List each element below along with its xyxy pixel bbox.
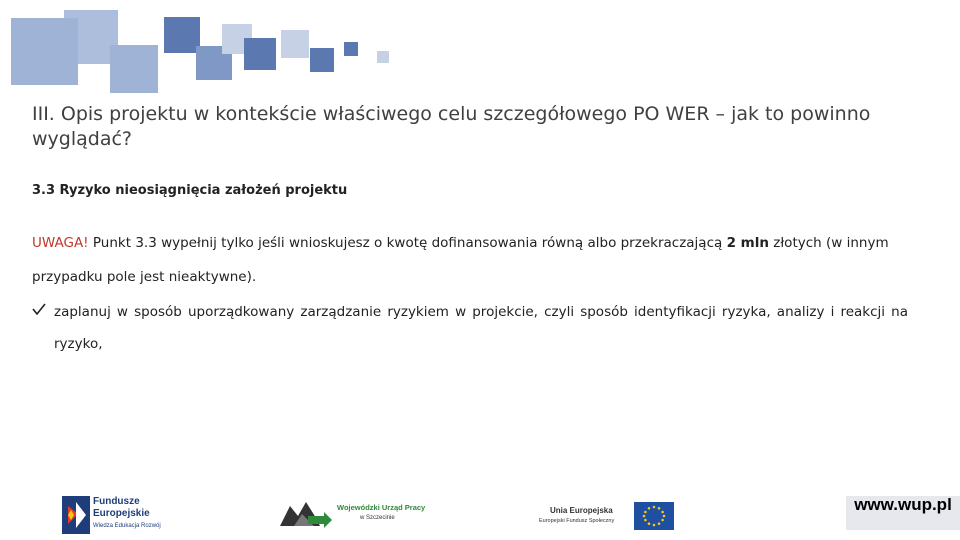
deco-square (377, 51, 389, 63)
footer-logos (0, 490, 960, 540)
fe-line1: Fundusze (93, 496, 140, 507)
warning-text-after: złotych (w innym przypadku pole jest nieaktywne). (32, 235, 889, 285)
deco-square (164, 17, 200, 53)
website-url[interactable]: www.wup.pl (846, 496, 960, 530)
slide-heading: III. Opis projektu w kontekście właściwego celu szczegółowego PO WER – jak to powinno wyglądać? (32, 103, 871, 150)
eu-flag-icon (634, 502, 674, 530)
fe-star-icon (62, 496, 90, 534)
warning-label: UWAGA! (32, 235, 89, 251)
eu-line2: Europejski Fundusz Społeczny (539, 518, 615, 524)
wup-logo (280, 498, 440, 532)
section-subheading: 3.3 Ryzyko nieosiągnięcia założeń projektu (32, 183, 348, 198)
wup-line1: Wojewódzki Urząd Pracy (337, 503, 426, 512)
wup-line2: w Szczecinie (360, 515, 395, 521)
fe-line3: Wiedza Edukacja Rozwój (93, 523, 161, 529)
eu-line1: Unia Europejska (550, 506, 613, 515)
checkmark-icon (32, 296, 54, 360)
wup-emblem-icon (280, 500, 332, 530)
deco-square (244, 38, 276, 70)
deco-square (281, 30, 309, 58)
bullet-text: zaplanuj w sposób uporządkowany zarządzanie ryzykiem w projekcie, czyli sposób identyfikacji ryzyka, analizy i reakcji na ryzyko, (54, 304, 908, 352)
deco-square (310, 48, 334, 72)
eu-logo (538, 500, 678, 532)
warning-amount: 2 mln (726, 235, 769, 251)
warning-paragraph (32, 226, 932, 294)
deco-square (344, 42, 358, 56)
deco-square (110, 45, 158, 93)
warning-text-before: Punkt 3.3 wypełnij tylko jeśli wnioskujesz o kwotę dofinansowania równą albo przekraczającą (88, 235, 727, 251)
bullet-item (32, 296, 908, 360)
fe-line2: Europejskie (93, 508, 150, 519)
fundusze-europejskie-logo (62, 496, 182, 534)
